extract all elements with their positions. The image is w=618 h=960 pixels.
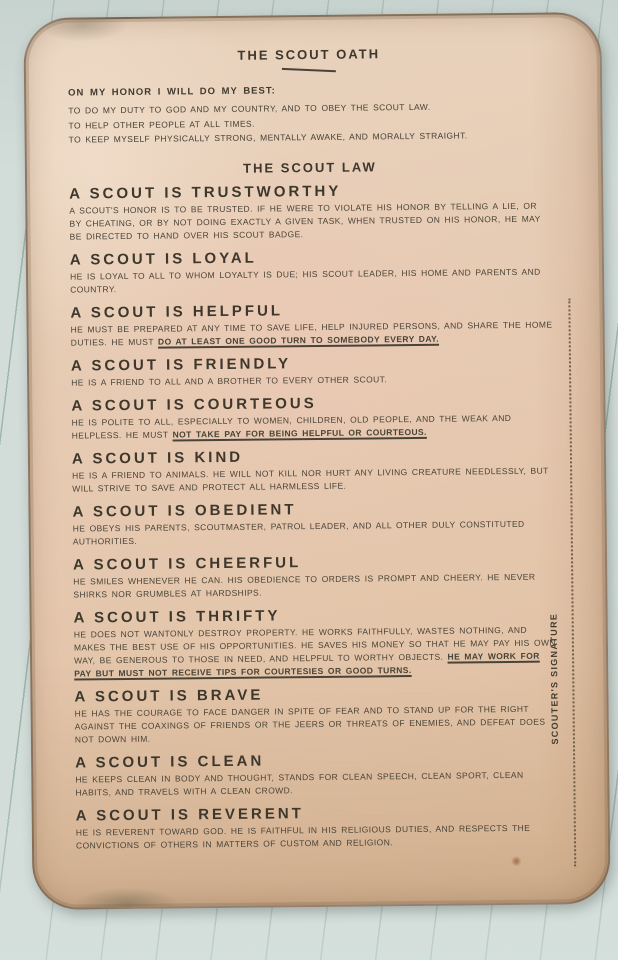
oath-line-help: TO HELP OTHER PEOPLE AT ALL TIMES. [68, 118, 255, 131]
law-section-thrifty [74, 605, 557, 680]
law-section-cheerful [73, 552, 555, 601]
section-body: HE IS REVERENT TOWARD GOD. HE IS FAITHFUL IN HIS RELIGIOUS DUTIES, AND RESPECTS THE CONVICTIONS OF OTHERS IN MATTERS OF CUSTOM AND RELIGION. [75, 822, 531, 851]
section-body: HE IS POLITE TO ALL, ESPECIALLY TO WOMEN, CHILDREN, OLD PEOPLE, AND THE WEAK AND HELPLESS. HE MUST NOT TAKE PAY FOR BEING HELPFUL OR COURTEOUS. [71, 412, 512, 441]
section-body: HE MUST BE PREPARED AT ANY TIME TO SAVE LIFE, HELP INJURED PERSONS, AND SHARE THE HOME DUTIES. HE MUST DO AT LEAST ONE GOOD TURN TO SOMEBODY EVERY DAY. [70, 319, 553, 348]
section-heading: A SCOUT IS KIND [71, 448, 244, 468]
section-body: A SCOUT'S HONOR IS TO BE TRUSTED. IF HE WERE TO VIOLATE HIS HONOR BY TELLING A LIE, OR BY CHEATING, OR BY NOT DOING EXACTLY A GIVEN TASK, WHEN TRUSTED ON HIS HONOR, HE MAY BE DIRECTED TO HAND OVER HIS SCOUT BADGE. [69, 200, 541, 242]
oath-line-strong: TO KEEP MYSELF PHYSICALLY STRONG, MENTALLY AWAKE, AND MORALLY STRAIGHT. [68, 130, 468, 145]
law-section-courteous [71, 393, 553, 442]
card-content [25, 14, 608, 908]
scout-oath-title: THE SCOUT OATH [237, 46, 381, 63]
underlined-phrase: HE MAY WORK FOR PAY BUT MUST NOT RECEIVE TIPS FOR COURTESIES OR GOOD TURNS. [74, 650, 540, 679]
section-body: HE IS A FRIEND TO ALL AND A BROTHER TO EVERY OTHER SCOUT. [71, 373, 388, 388]
section-heading: A SCOUT IS CHEERFUL [72, 553, 302, 574]
section-heading: A SCOUT IS THRIFTY [73, 606, 281, 627]
section-heading: A SCOUT IS CLEAN [75, 752, 265, 772]
law-section-brave [74, 684, 557, 746]
law-section-clean [75, 750, 557, 799]
oath-intro: ON MY HONOR I WILL DO MY BEST: [68, 85, 276, 99]
law-section-trustworthy [69, 181, 552, 243]
underlined-phrase: NOT TAKE PAY FOR BEING HELPFUL OR COURTEOUS. [172, 426, 427, 440]
scout-law-title: THE SCOUT LAW [243, 158, 377, 176]
law-section-kind [72, 446, 554, 495]
law-section-reverent [76, 803, 558, 852]
section-body: HE IS A FRIEND TO ANIMALS. HE WILL NOT KILL NOR HURT ANY LIVING CREATURE NEEDLESSLY, BUT WILL STRIVE TO SAVE AND PROTECT ALL HARMLESS LIFE. [72, 465, 549, 494]
section-body: HE DOES NOT WANTONLY DESTROY PROPERTY. HE WORKS FAITHFULLY, WASTES NOTHING, AND MAKES THE BEST USE OF HIS OPPORTUNITIES. HE SAVES HIS MONEY SO THAT HE MAY PAY HIS OWN WAY, BE GENEROUS TO THOSE IN NEED, AND HELPFUL TO WORTHY OBJECTS. HE MAY WORK FOR PAY BUT MUST NOT RECEIVE TIPS FOR COURTESIES OR GOOD TURNS. [73, 624, 556, 679]
title-rule [282, 68, 336, 72]
section-body: HE HAS THE COURAGE TO FACE DANGER IN SPITE OF FEAR AND TO STAND UP FOR THE RIGHT AGAINST THE COAXINGS OF FRIENDS OR THE JEERS OR THREATS OF ENEMIES, AND DEFEAT DOES NOT DOWN HIM. [74, 703, 546, 745]
section-body: HE OBEYS HIS PARENTS, SCOUTMASTER, PATROL LEADER, AND ALL OTHER DULY CONSTITUTED AUTHORITIES. [72, 518, 525, 547]
law-section-loyal [70, 247, 552, 296]
section-heading: A SCOUT IS HELPFUL [70, 301, 284, 322]
underlined-phrase: DO AT LEAST ONE GOOD TURN TO SOMEBODY EVERY DAY. [157, 333, 440, 347]
section-body: HE IS LOYAL TO ALL TO WHOM LOYALTY IS DUE; HIS SCOUT LEADER, HIS HOME AND PARENTS AND COUNTRY. [69, 266, 541, 295]
scout-oath-card [23, 12, 610, 910]
law-section-friendly [71, 353, 553, 389]
section-body: HE SMILES WHENEVER HE CAN. HIS OBEDIENCE TO ORDERS IS PROMPT AND CHEERY. HE NEVER SHIRKS NOR GRUMBLES AT HARDSHIPS. [73, 571, 536, 600]
section-heading: A SCOUT IS REVERENT [75, 804, 304, 825]
section-heading: A SCOUT IS OBEDIENT [72, 500, 297, 521]
section-heading: A SCOUT IS LOYAL [69, 249, 257, 269]
section-body: HE KEEPS CLEAN IN BODY AND THOUGHT, STANDS FOR CLEAN SPEECH, CLEAN SPORT, CLEAN HABITS, AND TRAVELS WITH A CLEAN CROWD. [75, 769, 524, 798]
law-section-helpful [70, 300, 552, 349]
section-heading: A SCOUT IS TRUSTWORTHY [69, 182, 342, 203]
scouters-signature-label: SCOUTER'S SIGNATURE [548, 612, 560, 745]
section-heading: A SCOUT IS COURTEOUS [71, 394, 317, 415]
section-heading: A SCOUT IS BRAVE [74, 686, 264, 706]
law-section-obedient [72, 499, 554, 548]
section-heading: A SCOUT IS FRIENDLY [70, 354, 292, 375]
oath-line-duty: TO DO MY DUTY TO GOD AND MY COUNTRY, AND TO OBEY THE SCOUT LAW. [68, 101, 431, 116]
